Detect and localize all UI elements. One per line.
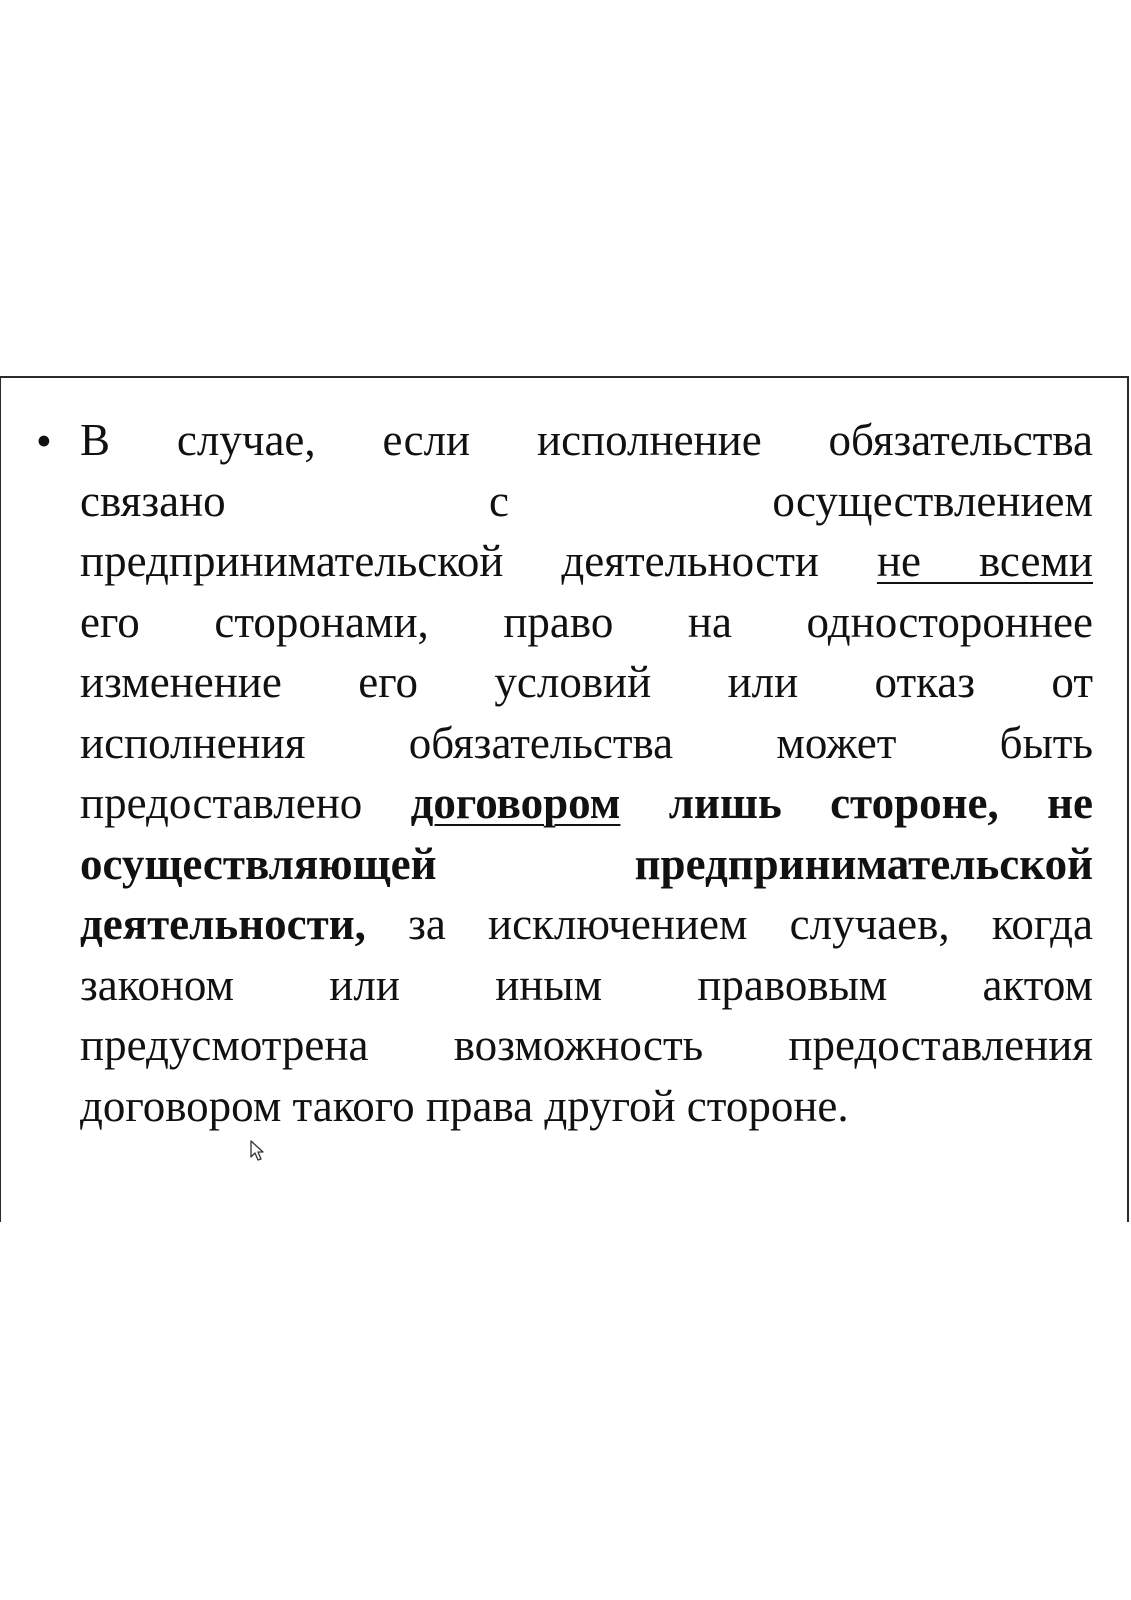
text-run: исполнения обязательства может быть bbox=[80, 717, 1093, 768]
text-run: изменение его условий или отказ от bbox=[80, 657, 1093, 707]
paragraph-line bbox=[80, 773, 1093, 834]
paragraph-line bbox=[80, 531, 1093, 592]
text-run: лишь стороне, не bbox=[620, 778, 1093, 828]
paragraph-line bbox=[80, 592, 1093, 653]
text-run: предпринимательской деятельности bbox=[80, 536, 877, 586]
text-run: предусмотрена возможность предоставления bbox=[80, 1020, 1093, 1070]
text-run: его сторонами, право на одностороннее bbox=[80, 596, 1093, 647]
text-run: договором bbox=[410, 778, 621, 828]
text-run: за исключением случаев, когда bbox=[365, 899, 1093, 949]
paragraph-line bbox=[80, 713, 1093, 774]
text-run: законом или иным правовым актом bbox=[80, 959, 1093, 1010]
bullet-paragraph bbox=[80, 410, 1093, 1136]
text-run: не всеми bbox=[876, 536, 1093, 586]
paragraph-line bbox=[80, 955, 1093, 1016]
text-run: связано с осуществлением bbox=[80, 475, 1093, 526]
mouse-pointer-icon bbox=[250, 1140, 266, 1162]
text-run: деятельности, bbox=[80, 899, 366, 949]
text-run: договором такого права другой стороне. bbox=[80, 1080, 849, 1131]
paragraph-line bbox=[80, 410, 1093, 471]
paragraph-line bbox=[80, 894, 1093, 955]
paragraph-line bbox=[80, 1015, 1093, 1076]
text-run: предоставлено bbox=[80, 778, 411, 828]
paragraph-line bbox=[80, 652, 1093, 713]
paragraph-line bbox=[80, 471, 1093, 532]
text-run: В случае, если исполнение обязательства bbox=[80, 415, 1093, 465]
text-run: осуществляющей предпринимательской bbox=[80, 838, 1093, 889]
paragraph-line bbox=[80, 834, 1093, 895]
bullet-marker: • bbox=[36, 416, 52, 466]
paragraph-line bbox=[80, 1076, 1093, 1137]
